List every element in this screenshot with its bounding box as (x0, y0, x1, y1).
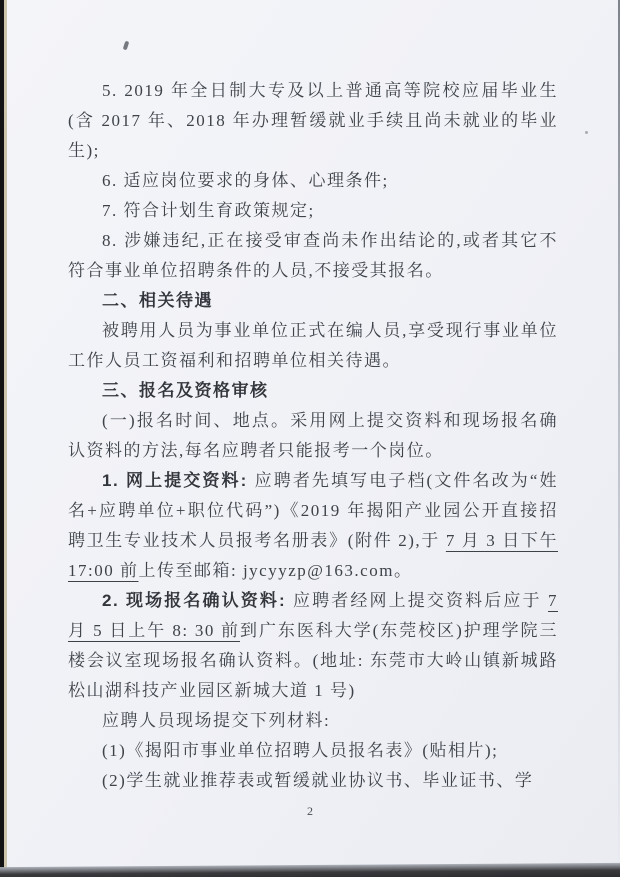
document-body (68, 76, 558, 796)
para-material-2 (68, 766, 558, 796)
text-run: 6. 适应岗位要求的身体、心理条件; (102, 171, 389, 190)
bold-run: 1. 网上提交资料: (102, 471, 255, 490)
para-item-5 (68, 76, 558, 166)
page-number: 2 (307, 804, 313, 818)
text-run: 5. 2019 年全日制大专及以上普通高等院校应届毕业生(含 2017 年、2018 年办理暂缓就业手续且尚未就业的毕业生); (68, 81, 558, 160)
para-materials-intro (68, 706, 558, 736)
text-run: 采用网上提交资料和现场报名确认资料的方法,每名应聘者只能报考一个岗位。 (68, 411, 558, 460)
text-run: 三、报名及资格审核 (102, 381, 269, 400)
para-online-submission (68, 466, 558, 586)
text-run: 应聘者先填写电子档(文件名改为“姓名+应聘单位+职位代码”)《2019 年揭阳产业园公开直接招聘卫生专业技术人员报考名册表》(附件 2),于 (68, 471, 558, 550)
para-item-8 (68, 226, 558, 286)
text-run-email: 上传至邮箱: jycyyzp@163.com。 (138, 561, 413, 580)
dust-speck-artifact (585, 131, 588, 134)
text-run: 8. 涉嫌违纪,正在接受审查尚未作出结论的,或者其它不符合事业单位招聘条件的人员,不接受其报名。 (68, 231, 558, 280)
pen-mark-artifact (123, 41, 130, 51)
para-item-6 (68, 166, 558, 196)
text-run: 应聘人员现场提交下列材料: (102, 711, 331, 730)
scan-left-edge-inner (4, 0, 7, 877)
section-heading-benefits (68, 286, 558, 316)
bold-run: 2. 现场报名确认资料: (102, 591, 294, 610)
underline-run-deadline: 7 月 5 日上午 8: 30 前 (68, 591, 558, 640)
underline-run-deadline: 7 月 3 日下午 17:00 前 (68, 531, 559, 580)
para-item-7 (68, 196, 558, 226)
text-run: 应聘者经网上提交资料后应于 (293, 591, 548, 610)
text-run: 7. 符合计划生育政策规定; (102, 201, 315, 220)
para-onsite-confirmation (68, 586, 558, 706)
para-material-1 (68, 736, 558, 766)
text-run: (1)《揭阳市事业单位招聘人员报名表》(贴相片); (102, 741, 499, 760)
text-run: (一)报名时间、地点。 (102, 411, 291, 430)
text-run: (2)学生就业推荐表或暂缓就业协议书、毕业证书、学 (102, 771, 534, 790)
section-heading-registration (68, 376, 558, 406)
scan-bottom-edge (0, 863, 620, 877)
para-benefits (68, 316, 558, 376)
para-registration-method (68, 406, 558, 466)
text-run: 被聘用人员为事业单位正式在编人员,享受现行事业单位工作人员工资福利和招聘单位相关待遇。 (68, 321, 558, 370)
text-run: 二、相关待遇 (102, 291, 213, 310)
text-run-address: 到广东医科大学(东莞校区)护理学院三楼会议室现场报名确认资料。(地址: 东莞市大岭山镇新城路松山湖科技产业园区新城大道 1 号) (68, 621, 558, 700)
